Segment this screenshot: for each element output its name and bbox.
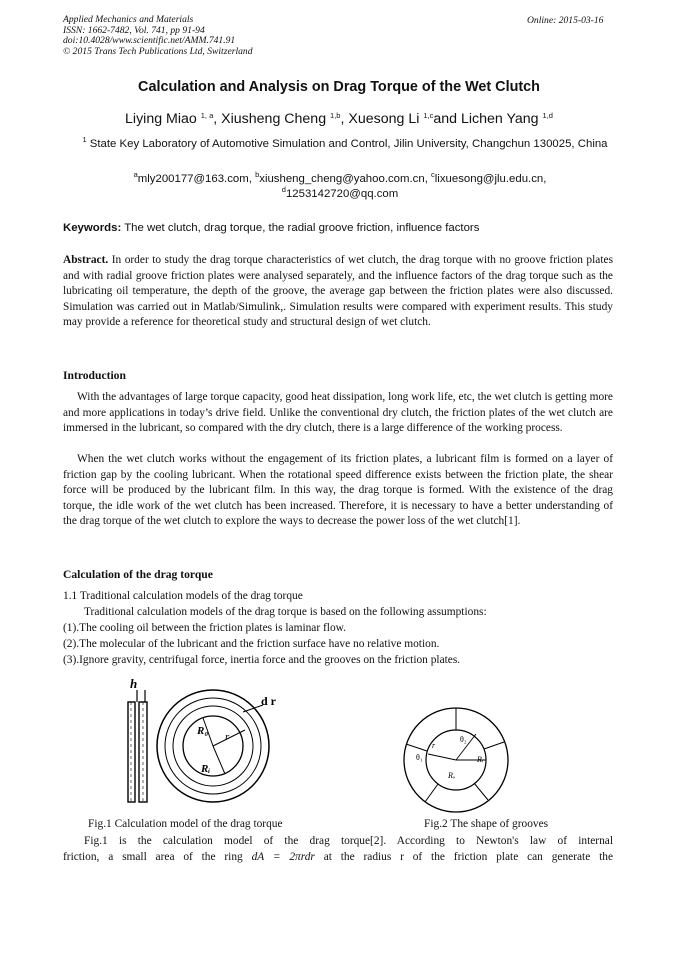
- author-list: Liying Miao $^{1, a}$, Xiusheng Cheng $^{1,b}$, Xuesong Li $^{1,c}$and Lichen Yang $^{1,d}$: [125, 111, 553, 127]
- issn: ISSN: 1662-7482, Vol. 741, pp 91-94: [63, 24, 205, 36]
- email-sup: c: [431, 170, 435, 179]
- subsection-title: 1.1 Traditional calculation models of the drag torque: [63, 590, 303, 602]
- keywords-label: Keywords:: [63, 222, 122, 234]
- intro-paragraph-1: With the advantages of large torque capacity, good heat dissipation, long work life, etc, the wet clutch is getting more and more applications in today’s drive field. Unlike the conventional dry clutch, the friction plates of the wet clutch are immersed in the lubricant, so compared with the dry clutch, there is a large difference of the working process.: [63, 391, 613, 435]
- calculation-heading: Calculation of the drag torque: [63, 568, 213, 581]
- keywords-text: The wet clutch, drag torque, the radial groove friction, influence factors: [124, 222, 480, 234]
- fig1-label-h: h: [130, 676, 138, 691]
- email-sup: b: [255, 170, 260, 179]
- figure-2-diagram: [392, 704, 522, 816]
- closing-text-b: at the radius r of the friction plate can generate the: [323, 851, 613, 863]
- fig1-label-dr: d r: [261, 694, 276, 708]
- assumption-item: (2).The molecular of the lubricant and the friction surface have no relative motion.: [63, 638, 440, 650]
- doi: doi:10.4028/www.scientific.net/AMM.741.91: [63, 35, 236, 47]
- figure-1-caption: Fig.1 Calculation model of the drag torque: [88, 818, 283, 830]
- email[interactable]: xiusheng_cheng@yahoo.com.cn,: [259, 173, 428, 185]
- author-name: Lichen Yang: [460, 111, 539, 127]
- fig1-label-r0: R₀: [197, 725, 209, 737]
- fig2-label-ri: Rᵢ: [477, 755, 484, 764]
- journal-header: [63, 15, 253, 57]
- copyright: © 2015 Trans Tech Publications Ltd, Switzerland: [63, 45, 253, 57]
- author-name: Xuesong Li: [348, 111, 420, 127]
- paper-title: Calculation and Analysis on Drag Torque of the Wet Clutch: [138, 79, 540, 95]
- abstract: [63, 253, 613, 331]
- email[interactable]: lixuesong@jlu.edu.cn,: [434, 173, 547, 185]
- affiliation-sup: 1: [82, 135, 87, 144]
- email-list: [100, 172, 580, 202]
- closing-paragraph-line-2: [63, 850, 613, 866]
- fig1-label-r: r: [225, 731, 230, 743]
- email-sup: d: [281, 185, 286, 194]
- online-date: Online: 2015-03-16: [527, 15, 604, 26]
- closing-paragraph-line-1: Fig.1 is the calculation model of the drag torque[2]. According to Newton's law of internal: [84, 835, 613, 847]
- introduction-heading: Introduction: [63, 369, 126, 382]
- friction-ring-front-view: [157, 690, 269, 802]
- affiliation-text: State Key Laboratory of Automotive Simulation and Control, Jilin University, Changchun 130025, China: [89, 138, 608, 150]
- assumption-item: (1).The cooling oil between the friction plates is laminar flow.: [63, 622, 346, 634]
- fig2-label-r: r: [432, 741, 436, 750]
- fig2-label-theta2: θ₂: [460, 735, 467, 744]
- email[interactable]: 1253142720@qq.com: [285, 188, 399, 200]
- assumptions-intro: Traditional calculation models of the drag torque is based on the following assumptions:: [84, 606, 487, 618]
- email[interactable]: mly200177@163.com,: [137, 173, 252, 185]
- intro-paragraph-2: When the wet clutch works without the engagement of its friction plates, a lubricant film is formed on a layer of friction gap by the cooling lubricant. When the rotational speed difference exists between the friction plate, the shear force will be produced by the lubricant film. In this way, the drag torque is formed. With the existence of the drag torque, the idle work of the wet clutch has been increased. Therefore, it is necessary to have a better understanding of the drag torque of the wet clutch to explore the ways to decrease the power loss of the wet clutch[1].: [63, 453, 613, 528]
- fig2-label-theta1: θ₁: [416, 753, 423, 762]
- author-name: Liying Miao: [125, 111, 197, 127]
- figure-2-caption: Fig.2 The shape of grooves: [424, 818, 549, 830]
- email-sup: a: [133, 170, 138, 179]
- closing-text-a: friction, a small area of the ring: [63, 851, 243, 863]
- friction-plates-side-view: [128, 702, 147, 802]
- author-sup: 1, a: [200, 111, 214, 120]
- affiliation: [70, 137, 620, 152]
- author-sup: 1,b: [330, 111, 341, 120]
- fig1-label-ri: Rᵢ: [201, 763, 211, 775]
- author-sup: 1,d: [542, 111, 553, 120]
- abstract-label: Abstract.: [63, 254, 109, 266]
- formula-dA: dA = 2πrdr: [251, 851, 315, 863]
- journal-name: Applied Mechanics and Materials: [63, 14, 194, 25]
- abstract-text: In order to study the drag torque characteristics of wet clutch, the drag torque with no groove friction plates and with radial groove friction plates were analysed separately, and the influence factors of the drag torque such as the lubricating oil temperature, the depth of the groove, the average gap between the friction plates were also discussed. Simulation was carried out in Matlab/Simulink,. Simulation results were compared with experiment results. This study may provide a reference for theoretical study and structural design of wet clutch.: [63, 254, 613, 329]
- author-name: Xiusheng Cheng: [221, 111, 327, 127]
- fig2-label-ro: Rₒ: [448, 771, 456, 780]
- figure-1-diagram: [115, 672, 285, 814]
- keywords: [63, 222, 479, 234]
- assumption-item: (3).Ignore gravity, centrifugal force, inertia force and the grooves on the friction plates.: [63, 654, 461, 666]
- author-sup: 1,c: [423, 111, 434, 120]
